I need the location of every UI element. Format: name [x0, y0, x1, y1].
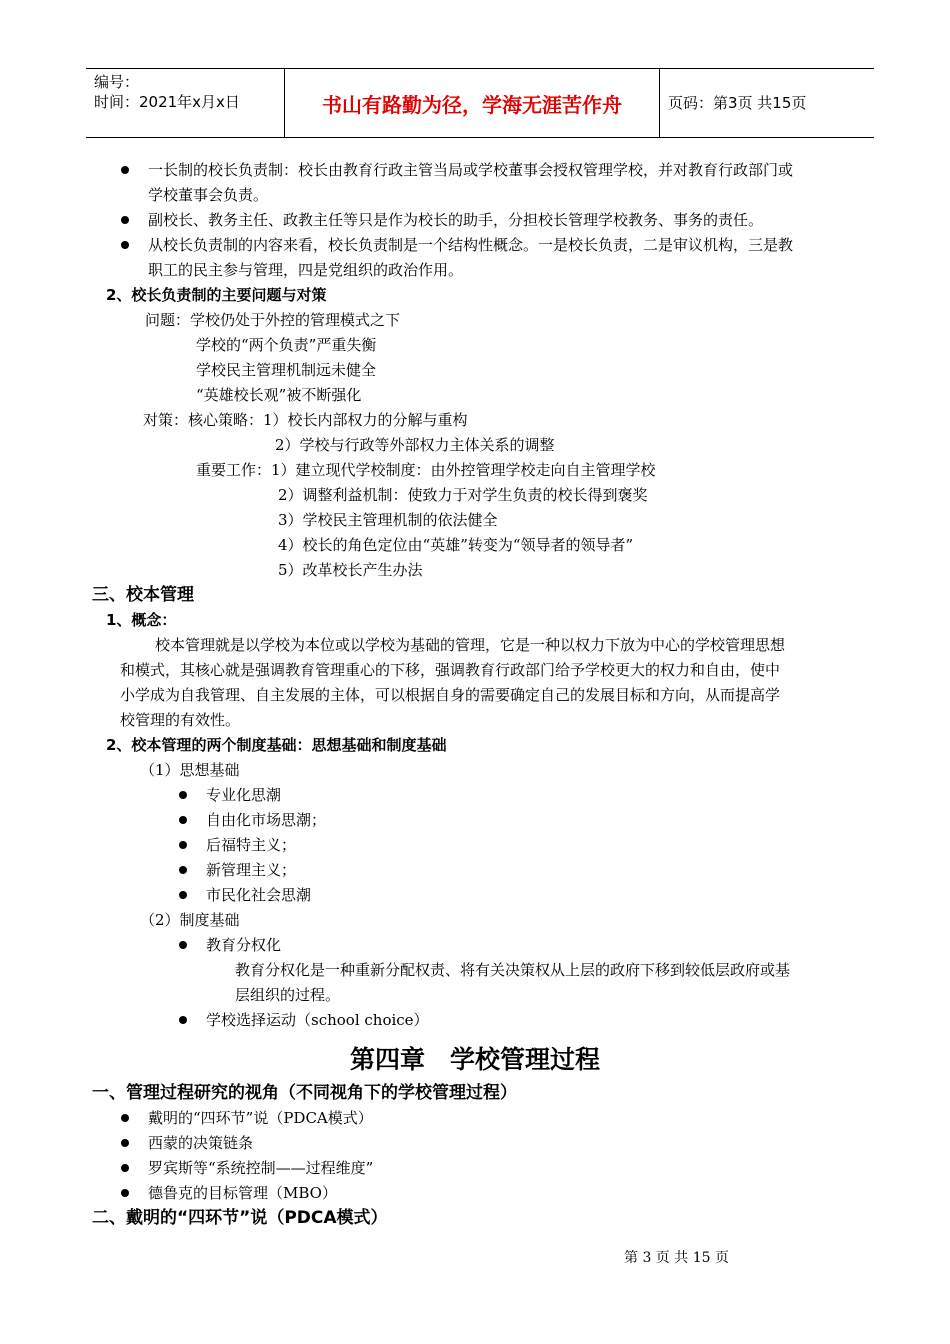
number-label: 编号： — [94, 73, 140, 91]
bullet-icon — [121, 1164, 129, 1172]
header-meta — [86, 69, 284, 137]
list-item: 从校长负责制的内容来看，校长负责制是一个结构性概念。一是校长负责，二是审议机构，三是教 — [148, 236, 794, 254]
bullet-icon — [121, 1139, 129, 1147]
strategy-line: 重要工作：1）建立现代学校制度：由外控管理学校走向自主管理学校 — [196, 461, 656, 479]
chapter-title: 第四章 学校管理过程 — [349, 1045, 600, 1074]
paragraph-line: 教育分权化是一种重新分配权责、将有关决策权从上层的政府下移到较低层政府或基 — [235, 961, 791, 979]
bullet-icon — [121, 1189, 129, 1197]
problem-line: “英雄校长观”被不断强化 — [196, 386, 362, 404]
part-heading: 三、校本管理 — [92, 585, 194, 605]
list-item: 副校长、教务主任、政教主任等只是作为校长的助手，分担校长管理学校教务、事务的责任。 — [148, 211, 764, 229]
strategy-line: 5）改革校长产生办法 — [278, 561, 423, 579]
list-item: 学校选择运动（school choice） — [206, 1011, 429, 1029]
paragraph-line: 校管理的有效性。 — [120, 711, 241, 729]
paragraph-line: 小学成为自我管理、自主发展的主体，可以根据自身的需要确定自己的发展目标和方向，从而提高学 — [120, 686, 781, 704]
bullet-icon — [121, 166, 129, 174]
section-heading: 2、校本管理的两个制度基础：思想基础和制度基础 — [106, 736, 447, 754]
bullet-icon — [121, 216, 129, 224]
list-item: 西蒙的决策链条 — [148, 1134, 254, 1152]
paragraph-line: 校本管理就是以学校为本位或以学校为基础的管理，它是一种以权力下放为中心的学校管理思想 — [155, 636, 786, 654]
bullet-icon — [179, 891, 187, 899]
problem-line: 问题：学校仍处于外控的管理模式之下 — [145, 311, 401, 329]
paragraph-line: 和模式，其核心就是强调教育管理重心的下移，强调教育行政部门给予学校更大的权力和自由，使中 — [120, 661, 781, 679]
header-page-label: 页码：第3页 共15页 — [668, 94, 807, 112]
subsection-label: （1）思想基础 — [140, 761, 240, 779]
header-motto: 书山有路勤为径，学海无涯苦作舟 — [284, 69, 660, 137]
list-item-continuation: 职工的民主参与管理，四是党组织的政治作用。 — [148, 261, 464, 279]
paragraph-line: 层组织的过程。 — [235, 986, 341, 1004]
strategy-line: 2）学校与行政等外部权力主体关系的调整 — [275, 436, 555, 454]
section-heading: 1、概念： — [106, 611, 177, 629]
list-item: 市民化社会思潮 — [206, 886, 312, 904]
part-heading: 二、戴明的“四环节”说（PDCA模式） — [92, 1208, 388, 1228]
subsection-label: （2）制度基础 — [140, 911, 240, 929]
problem-line: 学校的“两个负责”严重失衡 — [196, 336, 377, 354]
strategy-line: 2）调整利益机制：使致力于对学生负责的校长得到褒奖 — [278, 486, 648, 504]
list-item: 专业化思潮 — [206, 786, 282, 804]
bullet-icon — [179, 1016, 187, 1024]
bullet-icon — [121, 241, 129, 249]
bullet-icon — [179, 791, 187, 799]
bullet-icon — [179, 866, 187, 874]
bullet-icon — [121, 1114, 129, 1122]
bullet-icon — [179, 841, 187, 849]
strategy-line: 对策：核心策略：1）校长内部权力的分解与重构 — [143, 411, 468, 429]
bullet-icon — [179, 941, 187, 949]
page-footer: 第 3 页 共 15 页 — [624, 1250, 729, 1266]
page-header — [86, 68, 874, 138]
list-item: 戴明的“四环节”说（PDCA模式） — [148, 1109, 373, 1127]
list-item: 教育分权化 — [206, 936, 282, 954]
bullet-icon — [179, 816, 187, 824]
list-item-continuation: 学校董事会负责。 — [148, 186, 269, 204]
list-item: 新管理主义； — [206, 861, 297, 879]
list-item: 一长制的校长负责制：校长由教育行政主管当局或学校董事会授权管理学校，并对教育行政部门或 — [148, 161, 794, 179]
time-label: 时间：2021年x月x日 — [94, 93, 240, 111]
list-item: 后福特主义； — [206, 836, 297, 854]
list-item: 罗宾斯等“系统控制——过程维度” — [148, 1159, 374, 1177]
list-item: 德鲁克的目标管理（MBO） — [148, 1184, 337, 1202]
strategy-line: 4）校长的角色定位由“英雄”转变为“领导者的领导者” — [278, 536, 634, 554]
part-heading: 一、管理过程研究的视角（不同视角下的学校管理过程） — [92, 1083, 517, 1103]
strategy-line: 3）学校民主管理机制的依法健全 — [278, 511, 498, 529]
section-heading: 2、校长负责制的主要问题与对策 — [106, 286, 327, 304]
list-item: 自由化市场思潮； — [206, 811, 327, 829]
problem-line: 学校民主管理机制远未健全 — [196, 361, 377, 379]
